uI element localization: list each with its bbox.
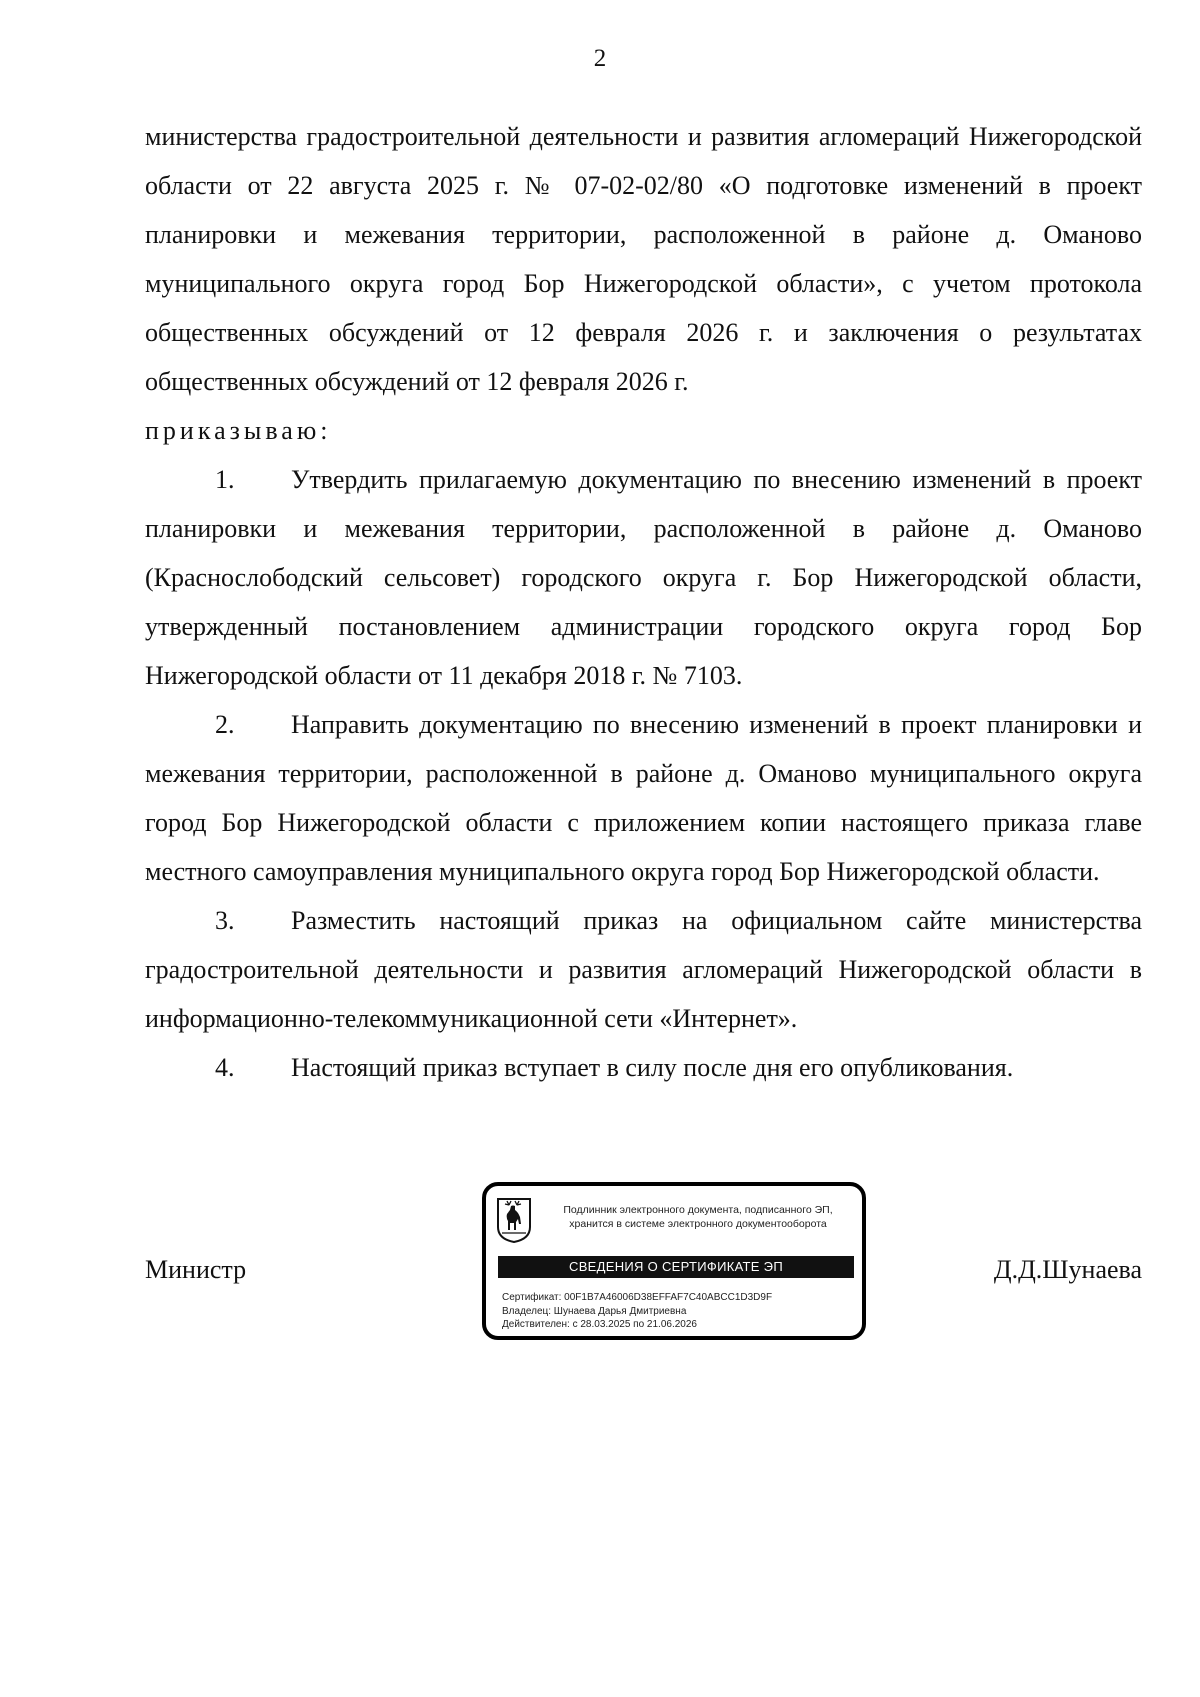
order-item-3 — [145, 896, 1142, 1043]
order-item-number: 2. — [215, 710, 235, 739]
signer-name: Д.Д.Шунаева — [993, 1255, 1142, 1284]
document-body — [145, 112, 1142, 1092]
certificate-owner: Владелец: Шунаева Дарья Дмитриевна — [502, 1305, 687, 1317]
order-item-text: Настоящий приказ вступает в силу после дня его опубликования. — [291, 1053, 1014, 1082]
order-item-1 — [145, 455, 1142, 700]
order-item-text: Утвердить прилагаемую документацию по внесению изменений в проект планировки и межевания территории, расположенной в районе д. Оманово (Краснослободский сельсовет) городского округа г. Бор Нижегородской области, утвержденный постановлением администрации городского округа город Бор Нижегородской области от 11 декабря 2018 г. № 7103. — [145, 465, 1142, 690]
order-item-number: 4. — [215, 1053, 235, 1082]
page-number: 2 — [593, 45, 607, 72]
order-item-number: 1. — [215, 465, 235, 494]
order-item-4 — [145, 1043, 1142, 1092]
stamp-notice — [548, 1203, 848, 1231]
order-item-text: Разместить настоящий приказ на официальном сайте министерства градостроительной деятельности и развития агломераций Нижегородской области в информационно-телекоммуникационной сети «Интернет». — [145, 906, 1142, 1033]
certificate-number: Сертификат: 00F1B7A46006D38EFFAF7C40ABCC1D3D9F — [502, 1292, 773, 1303]
order-word: приказываю: — [145, 416, 332, 445]
stamp-notice-line: хранится в системе электронного документооборота — [569, 1218, 827, 1230]
intro-paragraph: министерства градостроительной деятельности и развития агломераций Нижегородской области от 22 августа 2025 г. № 07-02-02/80 «О подготовке изменений в проект планировки и межевания территории, расположенной в районе д. Оманово муниципального округа город Бор Нижегородской области», с учетом протокола общественных обсуждений от 12 февраля 2026 г. и заключения о результатах общественных обсуждений от 12 февраля 2026 г. — [145, 122, 1142, 396]
nizhny-novgorod-deer-emblem-icon — [496, 1197, 532, 1243]
stamp-banner: СВЕДЕНИЯ О СЕРТИФИКАТЕ ЭП — [498, 1256, 854, 1278]
order-item-number: 3. — [215, 906, 235, 935]
signer-title: Министр — [145, 1255, 247, 1284]
certificate-details — [502, 1291, 772, 1332]
certificate-validity: Действителен: с 28.03.2025 по 21.06.2026 — [502, 1319, 697, 1330]
electronic-signature-stamp — [482, 1182, 866, 1340]
stamp-notice-line: Подлинник электронного документа, подписанного ЭП, — [563, 1204, 833, 1216]
order-item-2 — [145, 700, 1142, 896]
order-item-text: Направить документацию по внесению изменений в проект планировки и межевания территории, расположенной в районе д. Оманово муниципального округа город Бор Нижегородской области с приложением копии настоящего приказа главе местного самоуправления муниципального округа город Бор Нижегородской области. — [145, 710, 1142, 886]
